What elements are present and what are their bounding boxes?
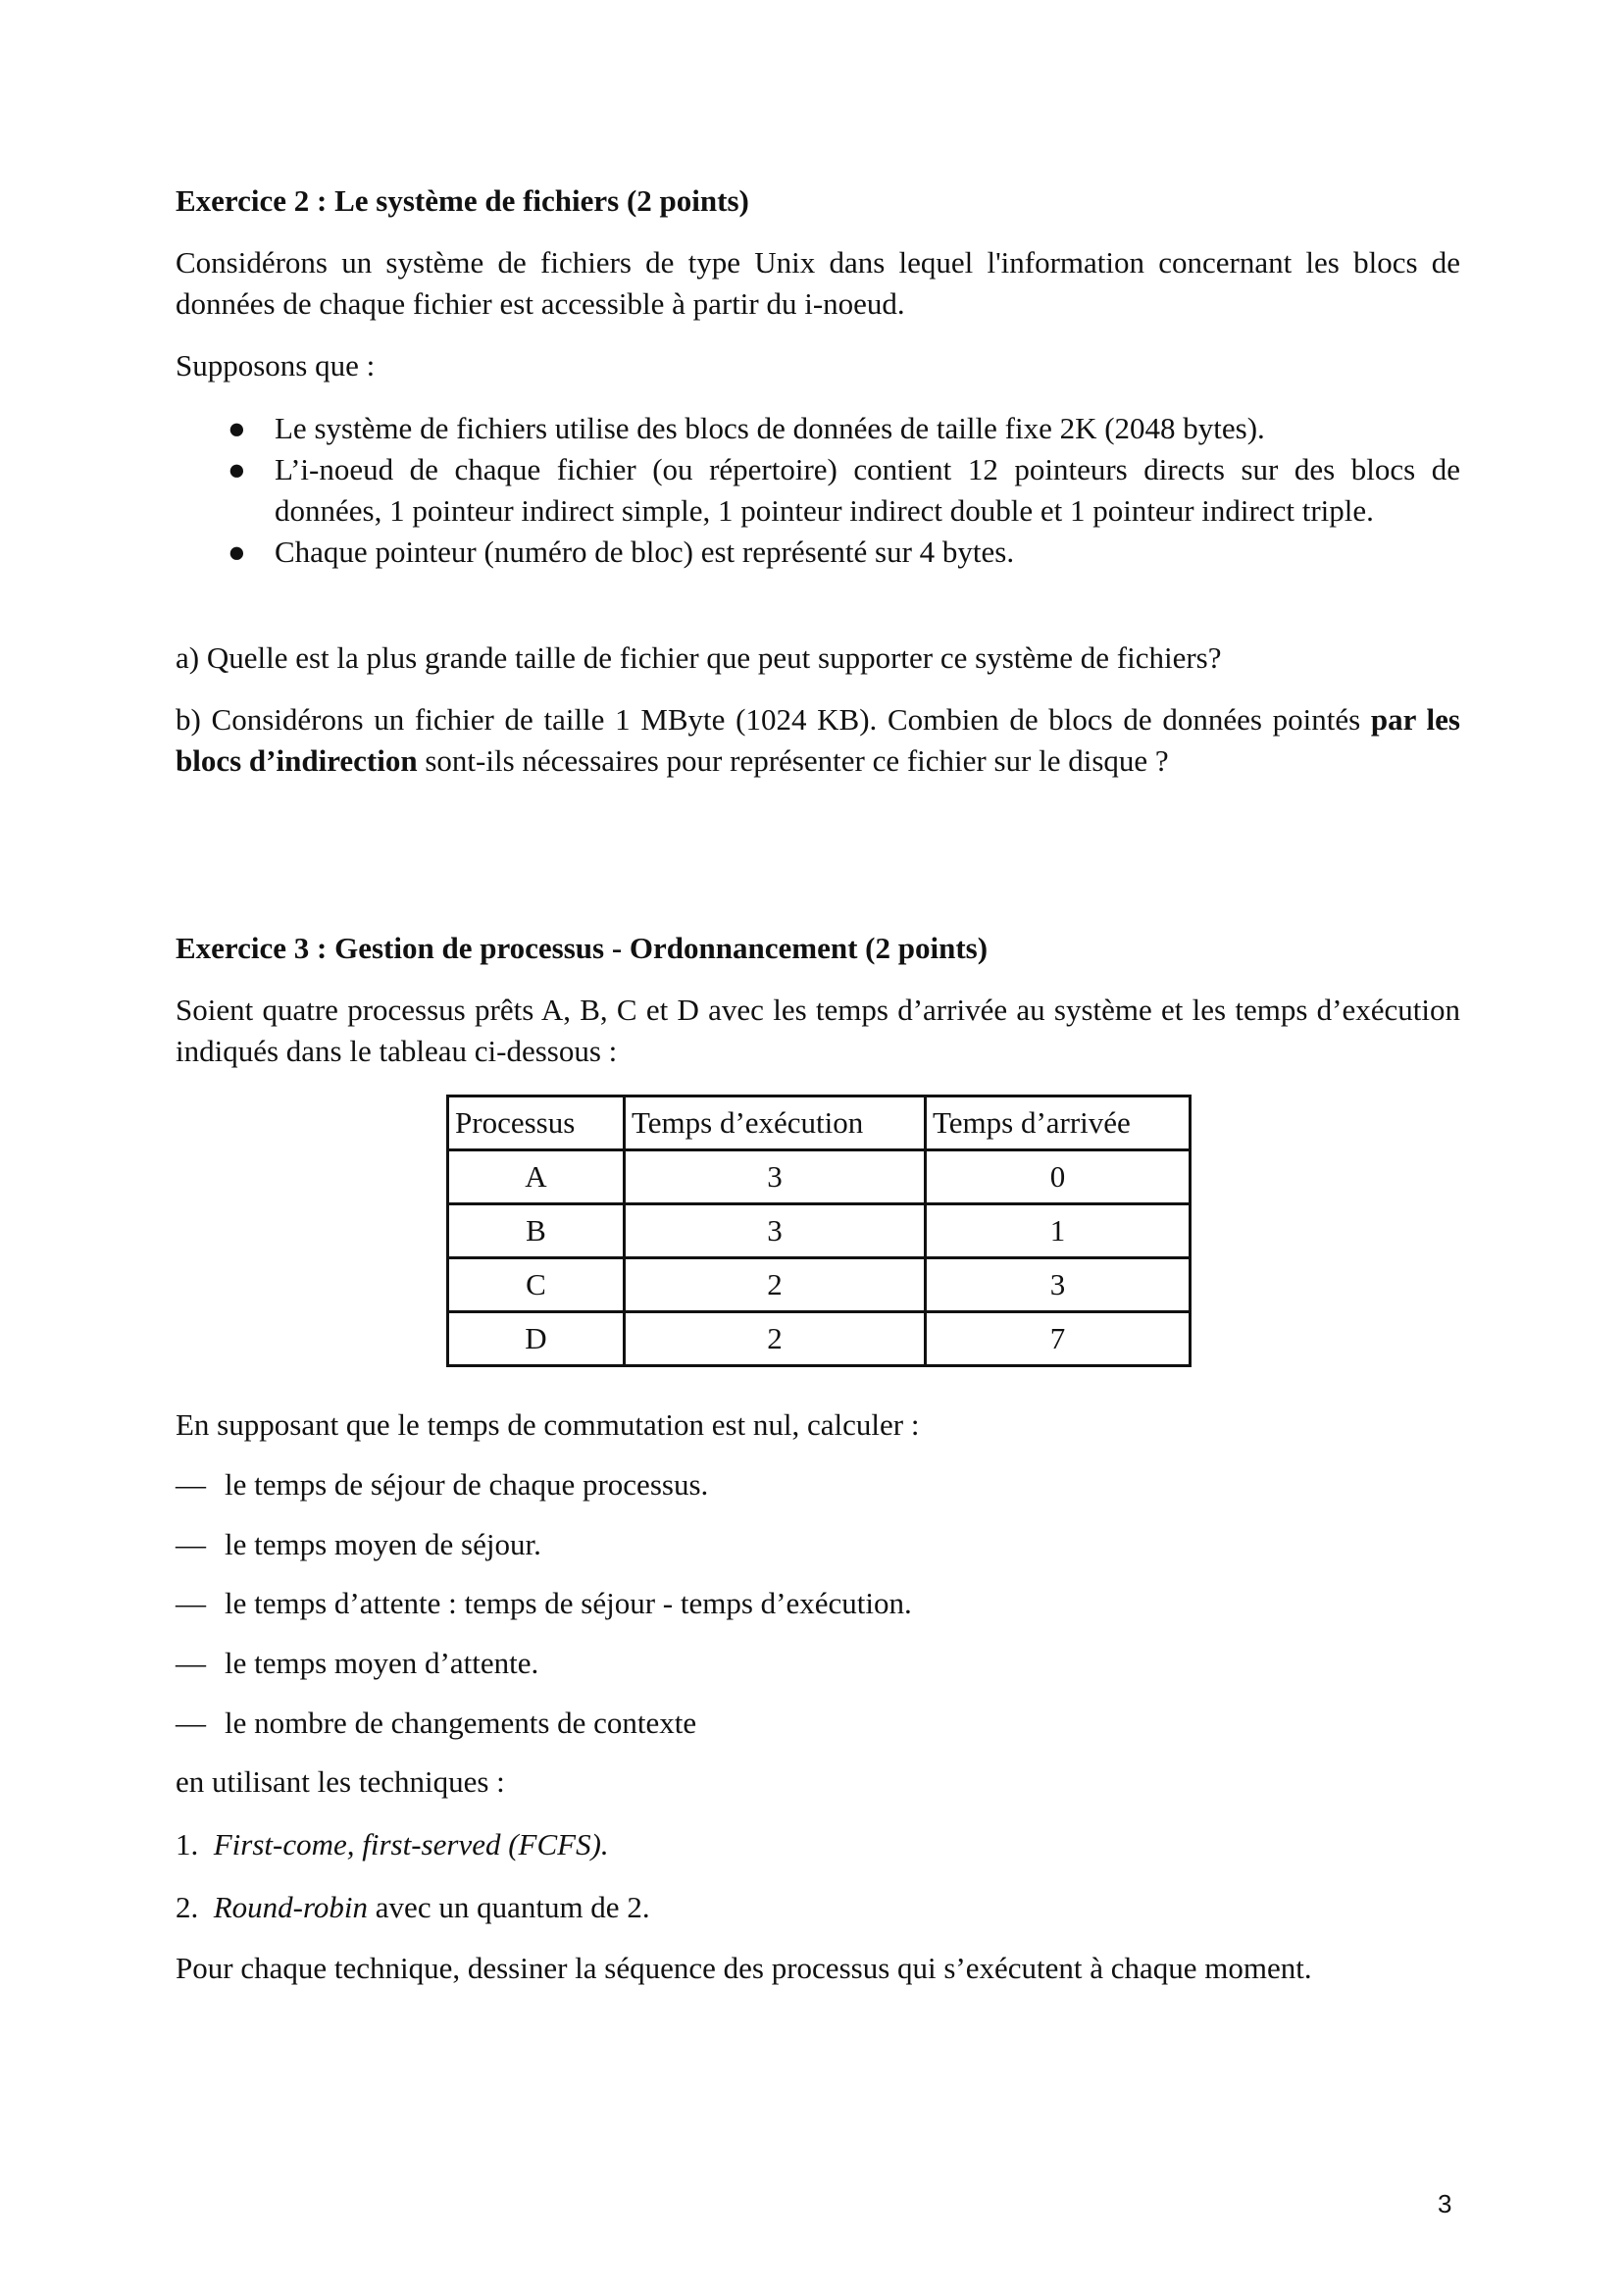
dash-list-item: — le nombre de changements de contexte [176, 1703, 696, 1744]
table-row: A 3 0 [448, 1150, 1191, 1204]
table-header: Processus [448, 1096, 625, 1150]
techniques-intro: en utilisant les techniques : [176, 1764, 505, 1799]
table-header: Temps d’arrivée [926, 1096, 1191, 1150]
dash-list-item: — le temps de séjour de chaque processus. [176, 1464, 708, 1505]
exercise2-title: Exercice 2 : Le système de fichiers (2 points) [176, 183, 749, 218]
bullet-icon: ● [228, 535, 246, 569]
exercise2-intro: Considérons un système de fichiers de type Unix dans lequel l'information concernant les blocs de données de chaque fichier est accessible à partir du i-noeud. [176, 245, 1460, 321]
question-b-emphasis: par les blocs d’indirection [176, 702, 1460, 778]
exercise2-suppose: Supposons que : [176, 348, 376, 382]
assumption-list [226, 408, 1460, 573]
question-b: b) Considérons un fichier de taille 1 MByte (1024 KB). Combien de blocs de données pointés par les blocs d’indirection sont-ils nécessaires pour représenter ce fichier sur le disque ? [176, 702, 1460, 778]
dash-icon: — [176, 1706, 206, 1740]
assumption-item: ● Le système de fichiers utilise des blocs de données de taille fixe 2K (2048 bytes). [226, 408, 1460, 449]
assumption-item: ● Chaque pointeur (numéro de bloc) est représenté sur 4 bytes. [226, 532, 1460, 573]
technique-2: 2. Round-robin avec un quantum de 2. [176, 1890, 650, 1924]
table-header-row [448, 1096, 1191, 1150]
technique-1: 1. First-come, first-served (FCFS). [176, 1827, 609, 1861]
table-row: C 2 3 [448, 1258, 1191, 1312]
assumption-item: ● L’i-noeud de chaque fichier (ou répertoire) contient 12 pointeurs directs sur des blocs de données, 1 pointeur indirect simple, 1 pointeur indirect double et 1 pointeur indirect triple. [226, 449, 1460, 532]
question-a: a) Quelle est la plus grande taille de fichier que peut supporter ce système de fichiers? [176, 640, 1222, 675]
table-header: Temps d’exécution [625, 1096, 926, 1150]
dash-list-item: — le temps moyen de séjour. [176, 1524, 541, 1565]
bullet-icon: ● [228, 411, 246, 445]
dash-icon: — [176, 1646, 206, 1680]
page-number: 3 [1438, 2189, 1452, 2218]
table-row: B 3 1 [448, 1204, 1191, 1258]
table-row: D 2 7 [448, 1312, 1191, 1366]
exercise3-title: Exercice 3 : Gestion de processus - Ordonnancement (2 points) [176, 931, 989, 965]
bullet-icon: ● [228, 452, 246, 486]
final-instruction: Pour chaque technique, dessiner la séquence des processus qui s’exécutent à chaque moment. [176, 1951, 1312, 1985]
dash-list-item: — le temps moyen d’attente. [176, 1643, 538, 1684]
calc-intro: En supposant que le temps de commutation est nul, calculer : [176, 1407, 920, 1442]
dash-icon: — [176, 1527, 206, 1561]
dash-icon: — [176, 1467, 206, 1502]
process-table [446, 1095, 1192, 1367]
dash-icon: — [176, 1586, 206, 1620]
dash-list-item: — le temps d’attente : temps de séjour - temps d’exécution. [176, 1583, 912, 1624]
exercise3-intro: Soient quatre processus prêts A, B, C et D avec les temps d’arrivée au système et les temps d’exécution indiqués dans le tableau ci-dessous : [176, 993, 1460, 1068]
